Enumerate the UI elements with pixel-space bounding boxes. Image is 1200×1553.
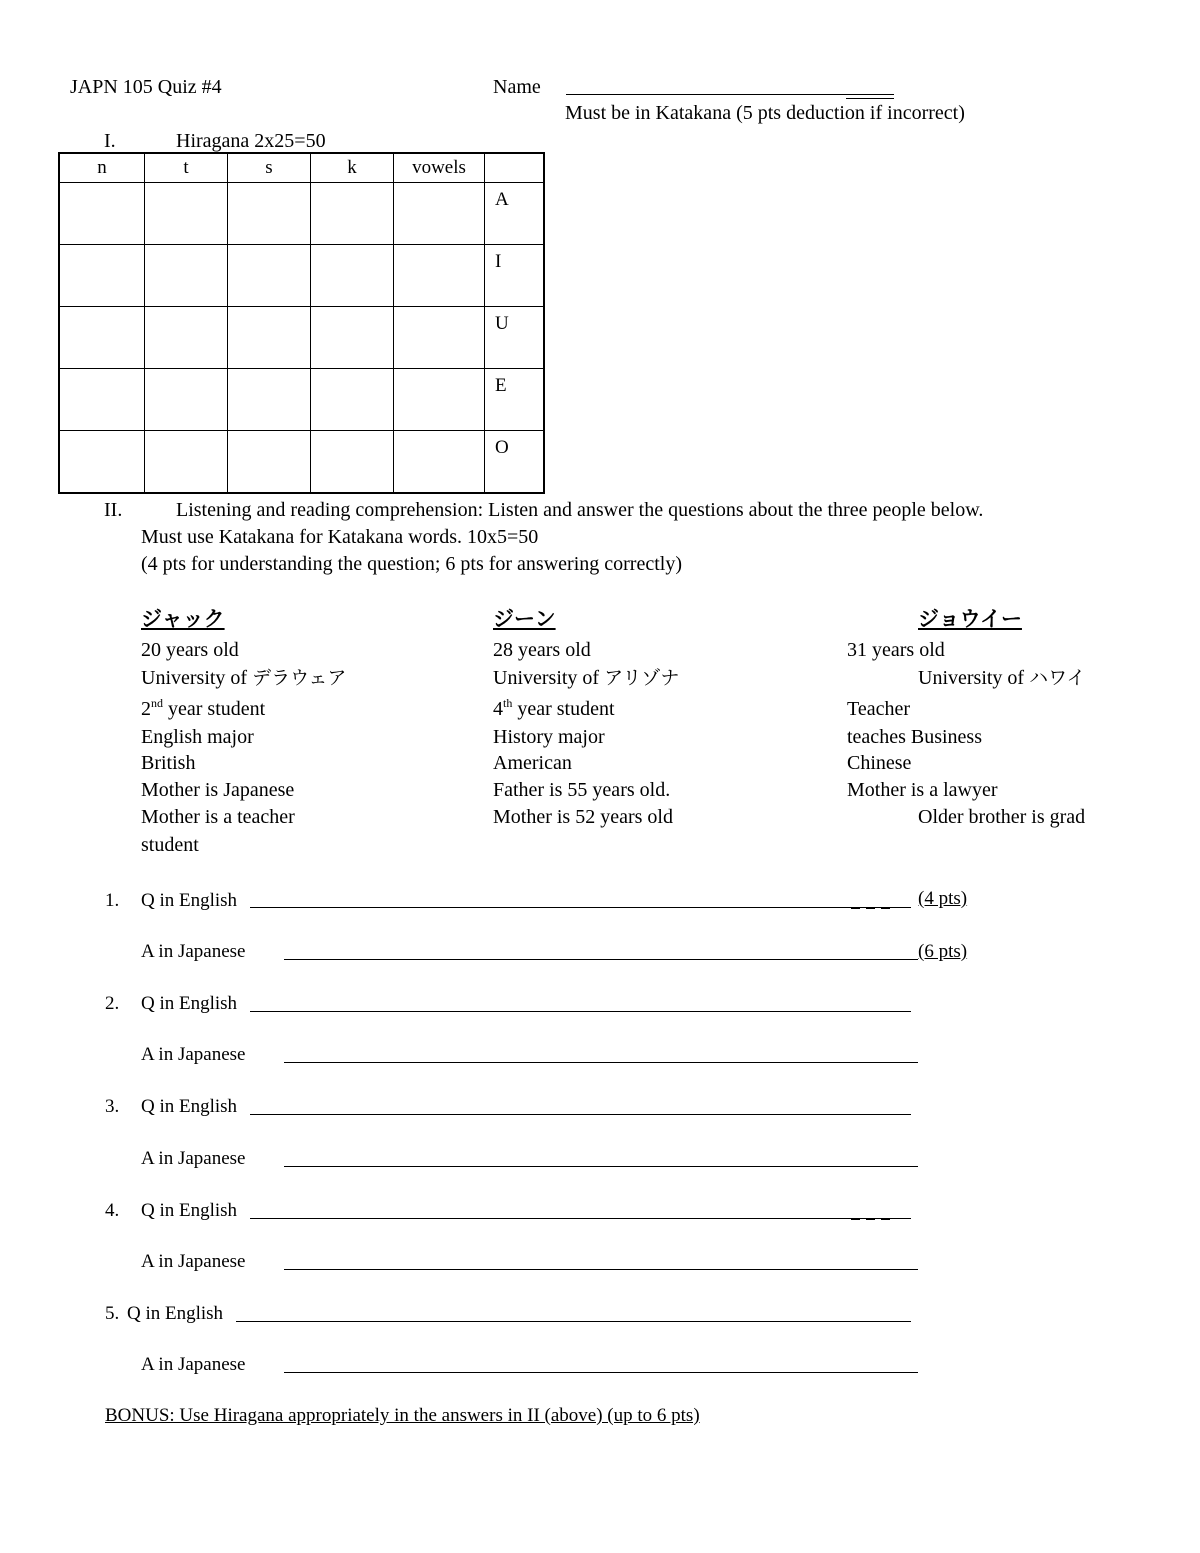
person-info: Mother is a lawyer	[847, 779, 998, 801]
table-row	[59, 245, 544, 307]
question-answer-line[interactable]	[250, 1011, 911, 1012]
person-info: History major	[493, 726, 605, 748]
table-row	[59, 431, 544, 494]
answer-label: A in Japanese	[141, 1044, 246, 1065]
person-info: teaches Business	[847, 726, 982, 748]
answer-line[interactable]	[284, 1269, 918, 1270]
answer-cell[interactable]	[59, 183, 145, 245]
blank-mark	[851, 907, 860, 909]
question-label: Q in English	[141, 890, 238, 911]
person-university: University of アリゾナ	[493, 667, 680, 689]
answer-cell[interactable]	[59, 431, 145, 494]
answer-line[interactable]	[284, 1062, 918, 1063]
question-number: 1.	[105, 890, 120, 911]
answer-line[interactable]	[284, 959, 918, 960]
course-title: JAPN 105 Quiz #4	[70, 76, 222, 98]
blank-mark	[866, 1218, 875, 1220]
name-field-line[interactable]	[566, 94, 894, 95]
table-row	[59, 307, 544, 369]
person-university: University of デラウェア	[141, 667, 347, 689]
person-age: 31 years old	[847, 639, 945, 661]
answer-line[interactable]	[284, 1372, 918, 1373]
question-label: Q in English	[141, 1200, 238, 1221]
blank-mark	[866, 907, 875, 909]
row-label: A	[485, 183, 545, 245]
table-header-row	[59, 153, 544, 183]
points-label: (4 pts)	[918, 888, 968, 909]
question-number: 5.	[105, 1303, 120, 1324]
section1-title: Hiragana 2x25=50	[176, 130, 326, 152]
question-answer-line[interactable]	[250, 907, 911, 908]
name-field-line-tail	[846, 98, 894, 99]
section2-instructions-line2: Must use Katakana for Katakana words. 10x5=50	[141, 526, 539, 548]
section2-instructions-line1: Listening and reading comprehension: Listen and answer the questions about the three people below.	[176, 499, 984, 521]
hiragana-table	[58, 152, 545, 494]
question-label: Q in English	[127, 1303, 224, 1324]
person-info: Mother is 52 years old	[493, 806, 673, 828]
answer-cell[interactable]	[394, 431, 485, 494]
answer-label: A in Japanese	[141, 941, 246, 962]
person-name: ジョウイー	[918, 607, 1022, 631]
row-label: I	[485, 245, 545, 307]
answer-cell[interactable]	[145, 369, 228, 431]
question-number: 2.	[105, 993, 120, 1014]
name-note: Must be in Katakana (5 pts deduction if incorrect)	[565, 102, 965, 124]
person-info: English major	[141, 726, 254, 748]
person-info: Father is 55 years old.	[493, 779, 671, 801]
answer-cell[interactable]	[228, 431, 311, 494]
answer-cell[interactable]	[145, 307, 228, 369]
person-info: Older brother is grad	[918, 806, 1086, 828]
section2-instructions-line3: (4 pts for understanding the question; 6 pts for answering correctly)	[141, 553, 682, 575]
answer-cell[interactable]	[59, 245, 145, 307]
person-info: American	[493, 752, 572, 774]
person-info: student	[141, 834, 199, 856]
table-row	[59, 183, 544, 245]
question-answer-line[interactable]	[236, 1321, 911, 1322]
answer-cell[interactable]	[311, 431, 394, 494]
person-year: 4th year student	[493, 696, 615, 720]
answer-cell[interactable]	[394, 245, 485, 307]
answer-line[interactable]	[284, 1166, 918, 1167]
answer-cell[interactable]	[394, 183, 485, 245]
answer-cell[interactable]	[228, 307, 311, 369]
person-year: 2nd year student	[141, 696, 266, 720]
answer-label: A in Japanese	[141, 1251, 246, 1272]
bonus-note: BONUS: Use Hiragana appropriately in the answers in II (above) (up to 6 pts)	[105, 1405, 700, 1426]
person-name: ジャック	[141, 607, 225, 631]
person-info: Chinese	[847, 752, 912, 774]
question-label: Q in English	[141, 993, 238, 1014]
person-university: University of ハワイ	[918, 667, 1086, 689]
answer-cell[interactable]	[394, 369, 485, 431]
answer-cell[interactable]	[311, 369, 394, 431]
person-name: ジーン	[493, 607, 556, 631]
section1-numeral: I.	[104, 130, 116, 152]
answer-cell[interactable]	[394, 307, 485, 369]
table-row	[59, 369, 544, 431]
answer-label: A in Japanese	[141, 1354, 246, 1375]
section2-numeral: II.	[104, 499, 123, 521]
blank-mark	[851, 1218, 860, 1220]
col-header-t: t	[145, 153, 228, 183]
row-label: E	[485, 369, 545, 431]
person-age: 20 years old	[141, 639, 239, 661]
blank-mark	[881, 1218, 890, 1220]
answer-cell[interactable]	[311, 183, 394, 245]
person-info: Mother is Japanese	[141, 779, 295, 801]
question-number: 4.	[105, 1200, 120, 1221]
answer-cell[interactable]	[311, 245, 394, 307]
answer-cell[interactable]	[311, 307, 394, 369]
answer-cell[interactable]	[228, 369, 311, 431]
answer-label: A in Japanese	[141, 1148, 246, 1169]
person-info: Mother is a teacher	[141, 806, 295, 828]
question-label: Q in English	[141, 1096, 238, 1117]
answer-cell[interactable]	[59, 369, 145, 431]
row-label: O	[485, 431, 545, 494]
person-info: Teacher	[847, 698, 910, 720]
answer-cell[interactable]	[145, 431, 228, 494]
name-label: Name	[493, 76, 541, 98]
col-header-vowels: vowels	[394, 153, 485, 183]
blank-mark	[881, 907, 890, 909]
question-answer-line[interactable]	[250, 1218, 911, 1219]
col-header-k: k	[311, 153, 394, 183]
col-header-s: s	[228, 153, 311, 183]
answer-cell[interactable]	[145, 245, 228, 307]
person-age: 28 years old	[493, 639, 591, 661]
answer-cell[interactable]	[145, 183, 228, 245]
points-label: (6 pts)	[918, 941, 968, 962]
person-info: British	[141, 752, 196, 774]
answer-cell[interactable]	[59, 307, 145, 369]
row-label: U	[485, 307, 545, 369]
col-header-blank	[485, 153, 545, 183]
answer-cell[interactable]	[228, 183, 311, 245]
answer-cell[interactable]	[228, 245, 311, 307]
question-number: 3.	[105, 1096, 120, 1117]
col-header-n: n	[59, 153, 145, 183]
question-answer-line[interactable]	[250, 1114, 911, 1115]
